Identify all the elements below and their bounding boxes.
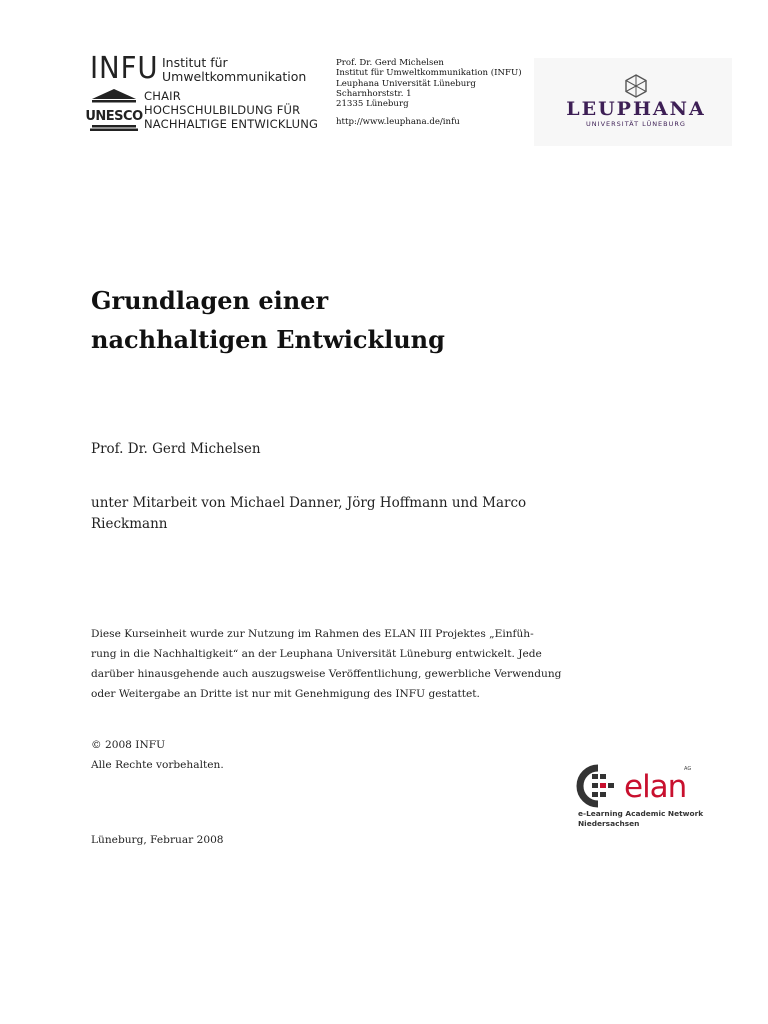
- address-url-link[interactable]: http://www.leuphana.de/infu: [336, 117, 460, 128]
- leuphana-logo: [534, 58, 732, 146]
- infu-institute-line: Institut für: [162, 55, 228, 70]
- usage-notice: [91, 624, 603, 704]
- leuphana-subline: UNIVERSITÄT LÜNEBURG: [586, 120, 686, 128]
- elan-logo: [578, 766, 704, 846]
- place-date: Lüneburg, Februar 2008: [91, 834, 224, 846]
- sender-address: [336, 58, 536, 128]
- unesco-temple-icon: [85, 87, 143, 131]
- copyright-text: © 2008 INFU: [91, 739, 166, 751]
- leuphana-wordmark: LEUPHANA: [566, 98, 706, 120]
- infu-logo: [85, 51, 322, 134]
- address-city: 21335 Lüneburg: [336, 99, 409, 110]
- elan-wordmark: elan: [624, 769, 687, 805]
- infu-abbreviation: INFU: [90, 51, 159, 86]
- unesco-mark-text: UNESCO: [85, 109, 143, 124]
- address-institute: Institut für Umweltkommunikation (INFU): [336, 68, 522, 79]
- title-line: Grundlagen einer: [91, 286, 329, 315]
- notice-line: darüber hinausgehende auch auszugsweise Veröffentlichung, gewerbliche Verwendung: [91, 668, 562, 680]
- elan-subline: [578, 809, 703, 828]
- infu-institute-line: Umweltkommunikation: [162, 69, 307, 84]
- collaborators-line: unter Mitarbeit von Michael Danner, Jörg Hoffmann und Marco: [91, 495, 527, 511]
- collaborators-line: Rieckmann: [91, 516, 168, 532]
- copyright-block: [91, 735, 224, 775]
- unesco-chair-text: [144, 89, 318, 131]
- leuphana-hexagon-icon: [625, 74, 647, 98]
- address-name: Prof. Dr. Gerd Michelsen: [336, 58, 444, 68]
- document-title: [91, 281, 445, 359]
- notice-line: oder Weitergabe an Dritte ist nur mit Genehmigung des INFU gestattet.: [91, 688, 480, 700]
- elan-ag-suffix: AG: [684, 766, 692, 772]
- chair-line: CHAIR: [144, 89, 181, 103]
- elan-subline-line: Niedersachsen: [578, 818, 640, 828]
- rights-text: Alle Rechte vorbehalten.: [91, 759, 224, 771]
- elan-subline-line: e-Learning Academic Network: [578, 809, 704, 818]
- notice-line: Diese Kurseinheit wurde zur Nutzung im Rahmen des ELAN III Projektes „Einfüh-: [91, 628, 534, 640]
- infu-institute-name: [162, 56, 306, 84]
- address-street: Scharnhorststr. 1: [336, 88, 412, 99]
- collaborators: [91, 493, 571, 535]
- chair-line: HOCHSCHULBILDUNG FÜR: [144, 103, 301, 117]
- author: Prof. Dr. Gerd Michelsen: [91, 441, 261, 457]
- address-university: Leuphana Universität Lüneburg: [336, 78, 476, 89]
- chair-line: NACHHALTIGE ENTWICKLUNG: [144, 117, 319, 131]
- elan-network-icon: [578, 766, 624, 806]
- title-line: nachhaltigen Entwicklung: [91, 325, 445, 354]
- notice-line: rung in die Nachhaltigkeit“ an der Leuphana Universität Lüneburg entwickelt. Jede: [91, 648, 542, 660]
